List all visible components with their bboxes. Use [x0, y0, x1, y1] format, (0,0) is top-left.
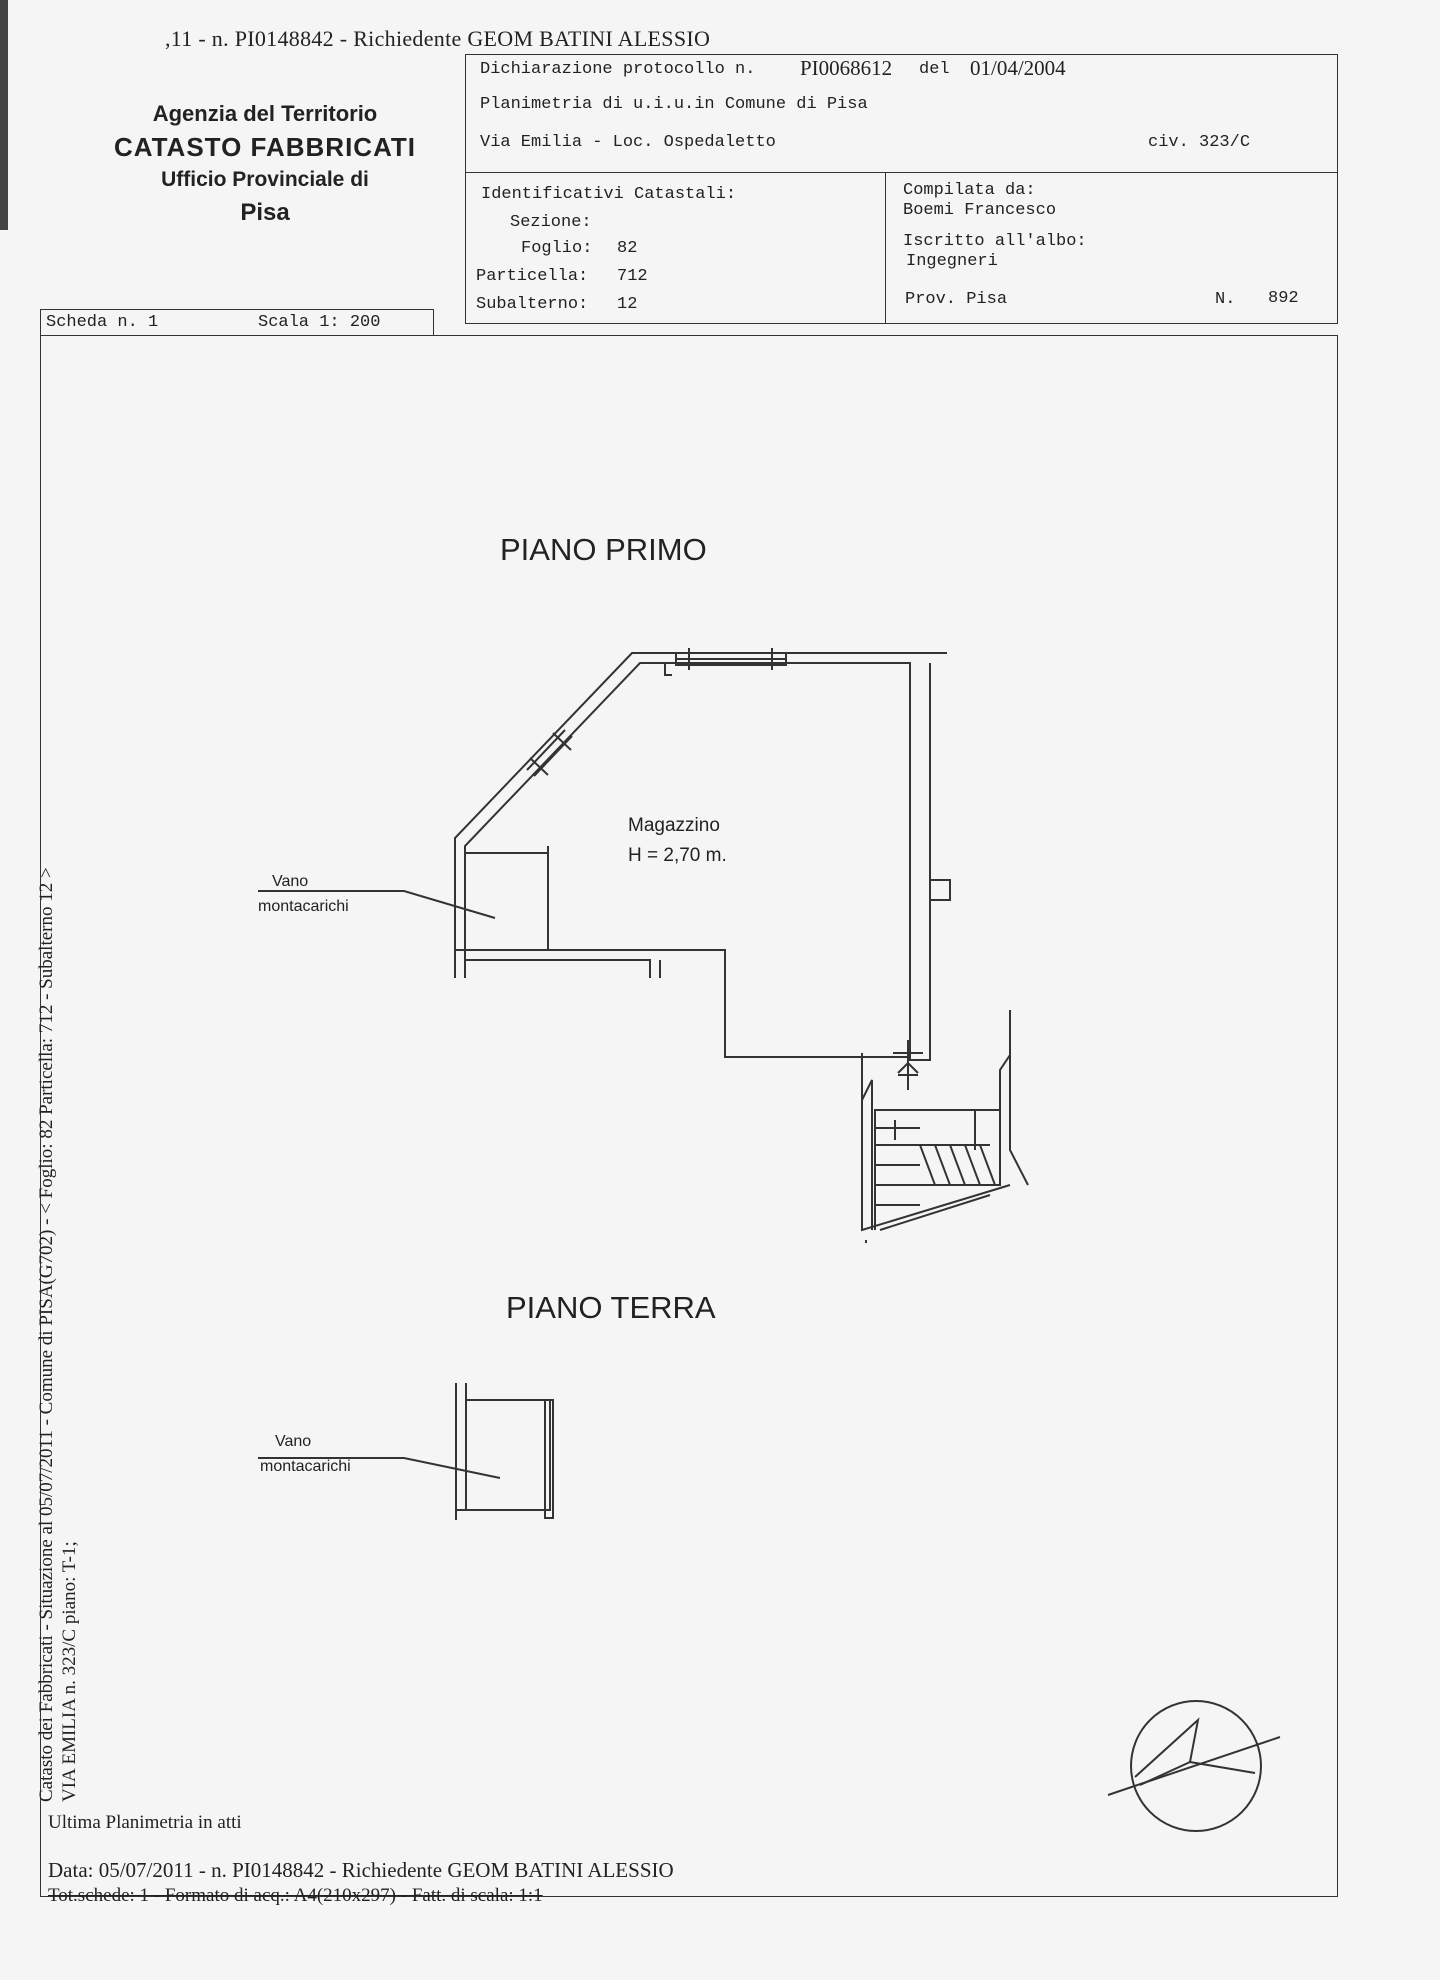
- subalterno-value: 12: [617, 295, 638, 314]
- catasto-title: CATASTO FABBRICATI: [113, 132, 417, 162]
- staircase-outline: [862, 1053, 1010, 1230]
- foglio-label: Foglio:: [521, 239, 593, 258]
- first-floor-south-wall: [465, 960, 650, 978]
- register-n-label: N.: [1215, 290, 1236, 309]
- date-label: del: [919, 60, 950, 79]
- first-floor-south-inner: [455, 950, 910, 1057]
- agency-name: Agenzia del Territorio: [152, 101, 378, 126]
- particella-label: Particella:: [476, 267, 589, 286]
- address-line: Via Emilia - Loc. Ospedaletto: [480, 133, 776, 152]
- lift-label-first-floor-2: montacarichi: [258, 898, 349, 915]
- top-stamp: ,11 - n. PI0148842 - Richiedente GEOM BATINI ALESSIO: [165, 26, 711, 51]
- sheets-format-line: Tot.schede: 1 - Formato di acq.: A4(210x297) - Fatt. di scala: 1:1: [48, 1885, 543, 1906]
- province-label: Prov. Pisa: [905, 290, 1008, 309]
- first-floor-east-wall: [910, 663, 930, 1060]
- compiler-title: Compilata da:: [903, 181, 1036, 200]
- compiler-name: Boemi Francesco: [903, 201, 1057, 220]
- request-data-line: Data: 05/07/2011 - n. PI0148842 - Richiedente GEOM BATINI ALESSIO: [48, 1858, 674, 1882]
- protocol-date: 01/04/2004: [970, 56, 1066, 80]
- lift-label-ground-floor-2: montacarichi: [260, 1458, 351, 1475]
- protocol-number: PI0068612: [800, 56, 893, 80]
- subalterno-label: Subalterno:: [476, 295, 589, 314]
- protocol-label: Dichiarazione protocollo n.: [480, 60, 756, 79]
- albo-label: Iscritto all'albo:: [903, 232, 1087, 251]
- last-planimetry-note: Ultima Planimetria in atti: [48, 1812, 242, 1833]
- albo-value: Ingegneri: [906, 252, 998, 271]
- lift-shaft-first-floor: [465, 853, 548, 950]
- side-text-line-2: VIA EMILIA n. 323/C piano: T-1;: [59, 1541, 80, 1802]
- foglio-value: 82: [617, 239, 638, 258]
- lift-label-ground-floor: Vano: [275, 1433, 312, 1450]
- first-floor-title: PIANO PRIMO: [500, 532, 707, 567]
- room-name: Magazzino: [628, 815, 720, 836]
- particella-value: 712: [617, 267, 648, 286]
- side-text-line-1: Catasto dei Fabbricati - Situazione al 05/07/2011 - Comune di PISA(G702) - < Foglio: 82 Particella: 712 - Subalterno 12 >: [36, 867, 57, 1802]
- planimetry-line: Planimetria di u.i.u.in Comune di Pisa: [480, 95, 868, 114]
- vertical-side-text: [35, 642, 81, 1802]
- lift-shaft-ground-floor: [466, 1400, 550, 1510]
- scheda-number: Scheda n. 1: [46, 313, 159, 332]
- identifiers-title: Identificativi Catastali:: [481, 185, 737, 204]
- office-label: Ufficio Provinciale di: [161, 168, 369, 191]
- register-number: 892: [1268, 289, 1299, 308]
- ground-floor-title: PIANO TERRA: [506, 1290, 716, 1325]
- sezione-label: Sezione:: [510, 213, 592, 232]
- office-city: Pisa: [240, 199, 290, 226]
- scale-label: Scala 1: 200: [258, 313, 381, 332]
- east-jamb: [930, 880, 950, 900]
- civic-number: civ. 323/C: [1148, 133, 1251, 152]
- lift-label-first-floor: Vano: [272, 873, 309, 890]
- room-height: H = 2,70 m.: [628, 845, 727, 866]
